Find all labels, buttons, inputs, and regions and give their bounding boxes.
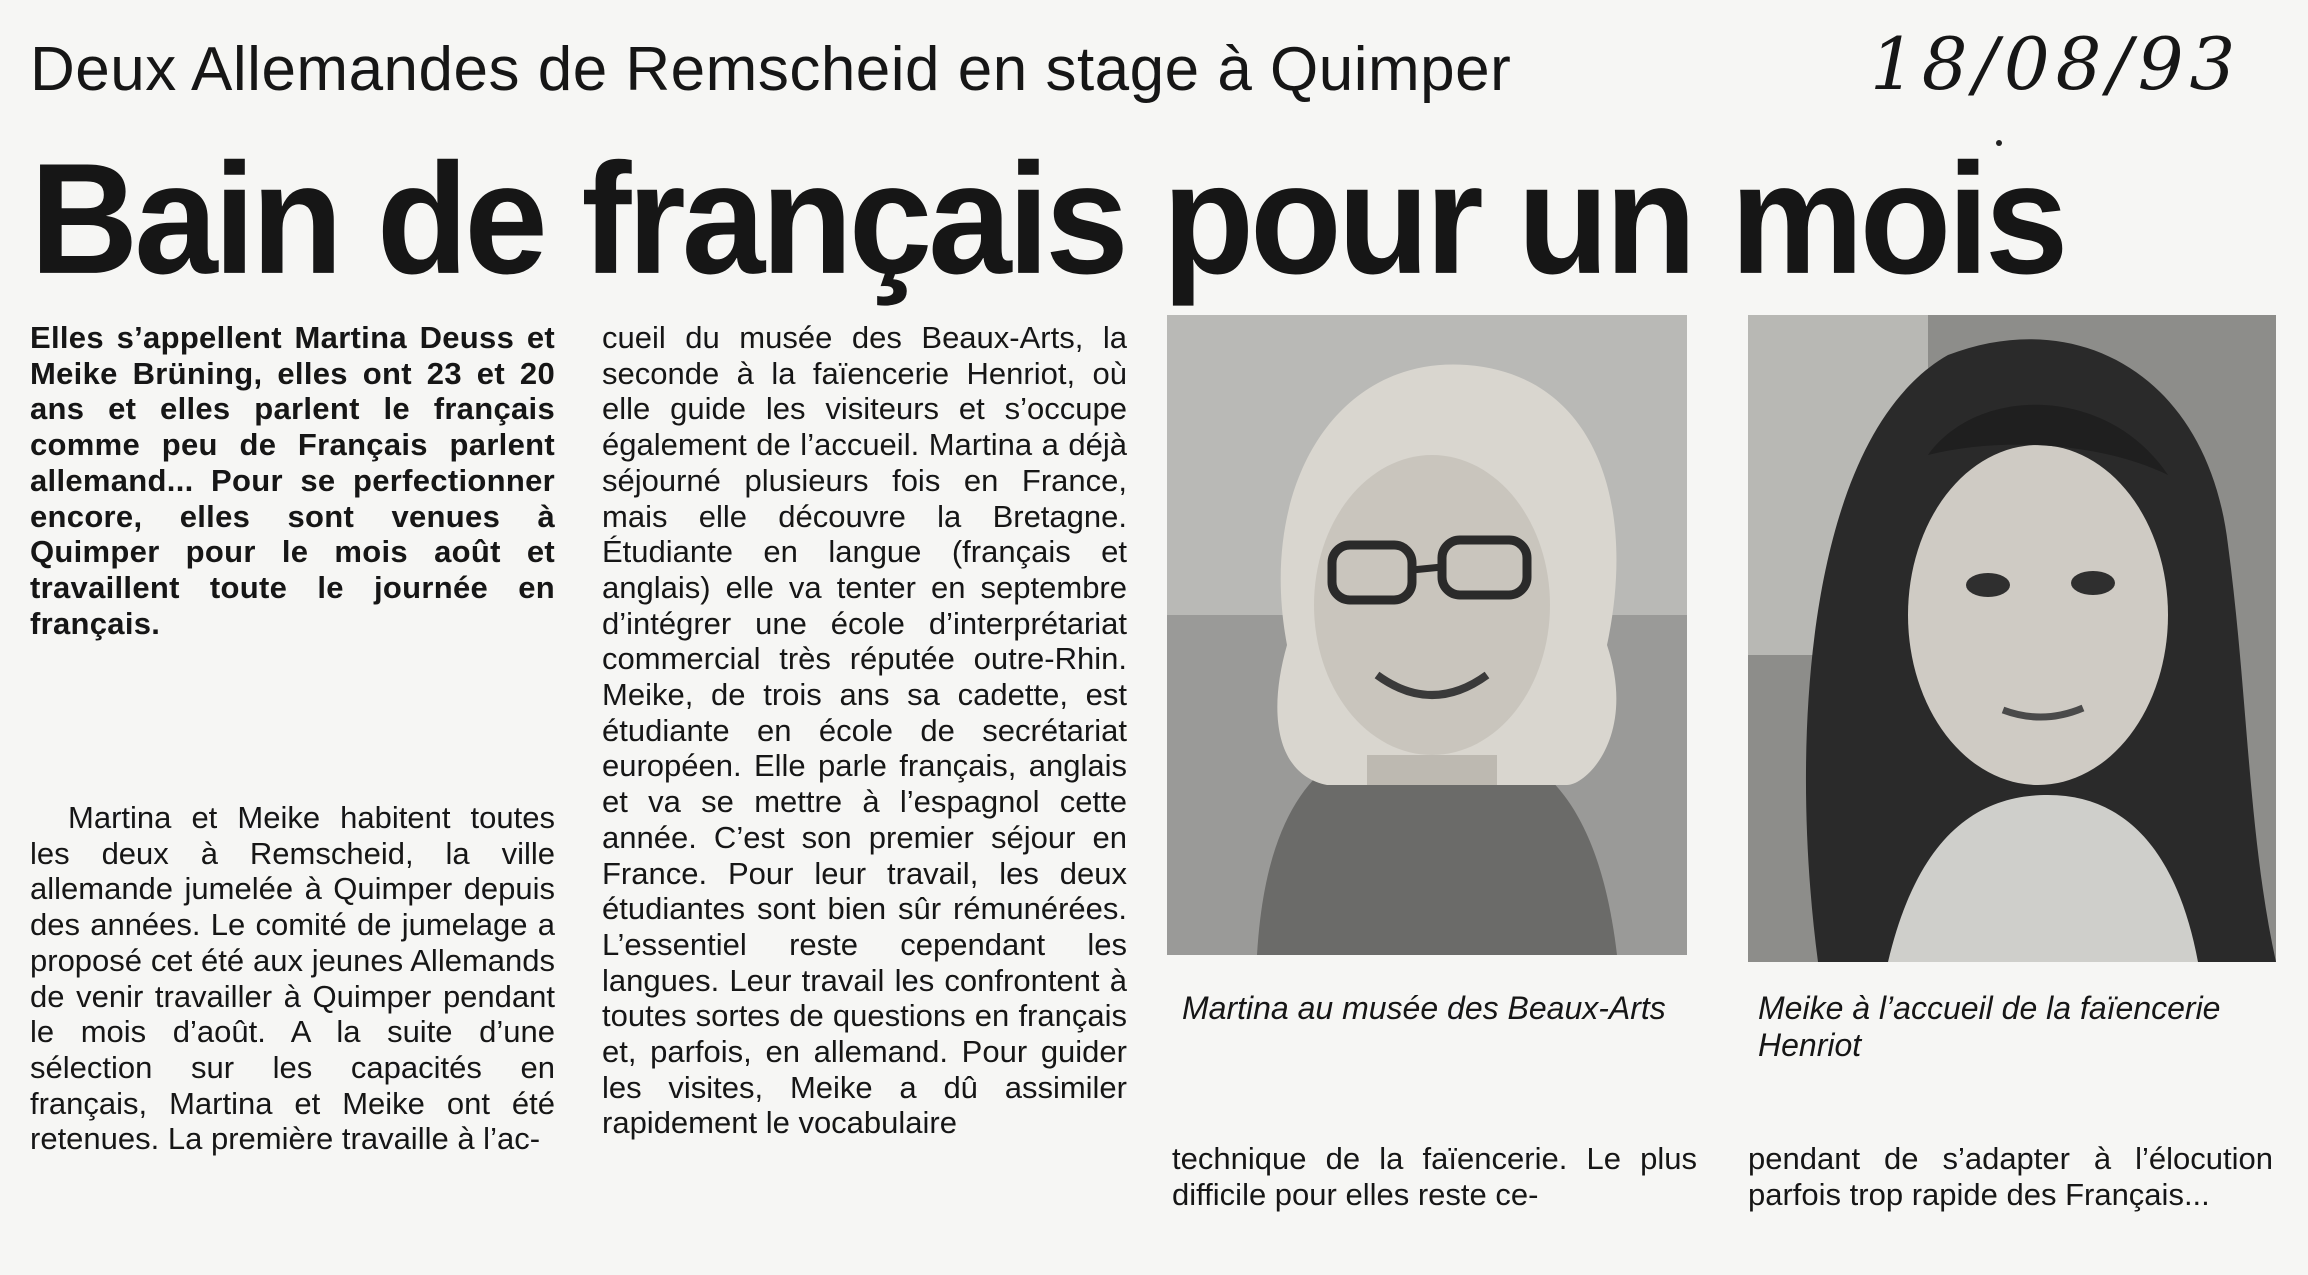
photo-meike	[1748, 315, 2276, 962]
article-body-part-4: pendant de s’adapter à l’élocution parfois trop rapide des Français...	[1748, 1141, 2273, 1212]
caption-meike: Meike à l’accueil de la faïencerie Henriot	[1758, 990, 2221, 1063]
portrait-dark-hair-woman-icon	[1748, 315, 2276, 962]
column-1	[30, 320, 555, 1190]
caption-martina: Martina au musée des Beaux-Arts	[1182, 990, 1666, 1026]
article-kicker: Deux Allemandes de Remscheid en stage à Quimper	[30, 35, 1512, 104]
article-body-part-2: cueil du musée des Beaux-Arts, la seconde à la faïencerie Henriot, où elle guide les visiteurs et s’occupe également de l’accueil. Martina a déjà séjourné plusieurs fois en France, mais elle découvre la Bretagne. Étudiante en langue (français et anglais) elle va tenter en septembre d’intégrer une école d’interprétariat commercial très réputée outre-Rhin. Meike, de trois ans sa cadette, est étudiante en école de secrétariat européen. Elle parle français, anglais et va se mettre à l’espagnol cette année. C’est son premier séjour en France. Pour leur travail, les deux étudiantes sont bien sûr rémunérées. L’essentiel reste cependant les langues. Leur travail les confrontent à toutes sortes de questions en français et, parfois, en allemand. Pour guider les visites, Meike a dû assimiler rapidement le vocabulaire	[602, 320, 1127, 1141]
article-lead: Elles s’appellent Martina Deuss et Meike Brüning, elles ont 23 et 20 ans et elles parlent le français comme peu de Français parlent allemand... Pour se perfectionner encore, elles sont venues à Quimper pour le mois août et travaillent toute le journée en français.	[30, 320, 555, 641]
article-body-part-1: Martina et Meike habitent toutes les deux à Remscheid, la ville allemande jumelée à Quimper depuis des années. Le comité de jumelage a proposé cet été aux jeunes Allemands de venir travailler à Quimper pendant le mois d’août. A la suite d’une sélection sur les capacités en français, Martina et Meike ont été retenues. La première travaille à l’ac-	[30, 800, 555, 1157]
handwritten-date: 18/08/93	[1870, 22, 2242, 106]
article-body-part-3: technique de la faïencerie. Le plus difficile pour elles reste ce-	[1172, 1141, 1697, 1212]
photo-martina	[1167, 315, 1687, 955]
article-headline: Bain de français pour un mois	[30, 130, 2065, 307]
portrait-glasses-woman-icon	[1167, 315, 1687, 955]
